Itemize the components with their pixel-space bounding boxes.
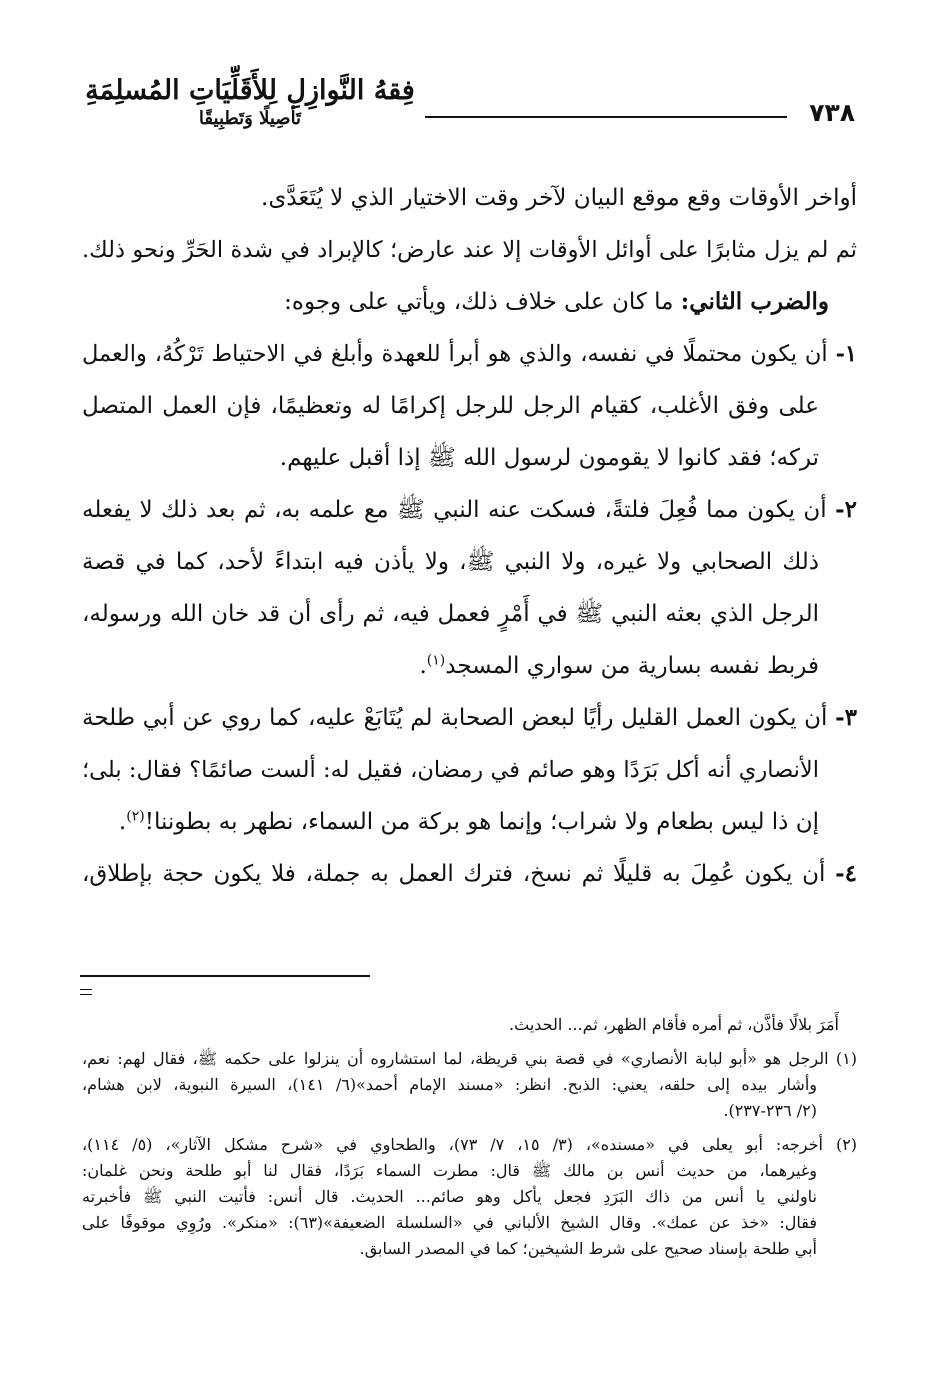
- text-line: إن ذا ليس بطعام ولا شراب؛ وإنما هو بركة من السماء، نطهر به بطوننا!$^{(٢)}$.: [118, 808, 819, 835]
- book-title-subtitle: تَأصِيلًا وَتَطبِيقًا: [198, 108, 302, 129]
- list-item-4: ٤- أن يكون عُمِلَ به قليلًا ثم نسخ، فترك العمل به جملة، فلا يكون حجة بإطلاق،: [82, 860, 857, 887]
- footnote-2-line: ناولني يا أنس من ذاك البَرَدِ فجعل يأكل وهو صائم... الحديث. قال أنس: فأتيت النبي ﷺ فأخبرته: [82, 1187, 817, 1206]
- main-text: [82, 172, 857, 900]
- text-line: أواخر الأوقات وقع موقع البيان لآخر وقت الاختيار الذي لا يُتَعَدَّى.: [261, 185, 857, 211]
- footnote-2-line: فقال: «خذ عن عمك». وقال الشيخ الألباني في «السلسلة الضعيفة»(٦٣): «منكر». ورُوِي موقوفًا على: [82, 1213, 818, 1232]
- footnote-1-line: وأشار بيده إلى حلقه، يعني: الذبح. انظر: «مسند الإمام أحمد»(٦/ ١٤١)، السيرة النبوية، لابن هشام،: [82, 1075, 817, 1094]
- footnote-2-line: وغيرهما، من حديث أنس بن مالك ﷺ قال: مطرت السماء بَرَدًا، فقال لنا أبو طلحة ونحن غلمان:: [82, 1161, 817, 1180]
- footnote-2-line: (٢) أخرجه: أبو يعلى في «مسنده»، (٣/ ١٥، ٧/ ٧٣)، والطحاوي في «شرح مشكل الآثار»، (٥/ ١١٤)،: [82, 1135, 858, 1154]
- text-line: والضرب الثاني: ما كان على خلاف ذلك، ويأتي على وجوه:: [284, 288, 829, 315]
- footnote-separator: [80, 975, 370, 977]
- book-title-main: فِقهُ النَّوازِلِ لِلأَقَلِّيَاتِ المُسلِمَةِ: [85, 75, 415, 106]
- page-number: ٧٣٨: [809, 98, 855, 127]
- footnote-continuation: أَمَرَ بلالًا فأذَّن، ثم أمره فأقام الظهر، ثم... الحديث.: [509, 1015, 839, 1034]
- page-header: [80, 72, 855, 142]
- list-item-1: ١- أن يكون محتملًا في نفسه، والذي هو أبرأ للعهدة وأبلغ في الاحتياط تَرْكُهُ، والعمل: [82, 341, 857, 367]
- continuation-mark: [80, 994, 92, 995]
- footnote-1-line: (٢/ ٢٣٦-٢٣٧).: [723, 1101, 817, 1120]
- footnote-1-line: (١) الرجل هو «أبو لبابة الأنصاري» في قصة بني قريظة، لما استشاروه أن ينزلوا على حكمه ﷺ، فقال لهم: نعم،: [82, 1049, 857, 1068]
- continuation-mark: [80, 989, 92, 990]
- text-line: الرجل الذي بعثه النبي ﷺ في أَمْرٍ فعمل فيه، ثم رأى أن قد خان الله ورسوله،: [82, 601, 819, 627]
- text-line: على وفق الأغلب، كقيام الرجل للرجل إكرامًا له وتعظيمًا، فإن العمل المتصل: [82, 393, 819, 419]
- footnotes: [82, 1012, 857, 1262]
- footnote-ref[interactable]: (٢): [126, 808, 145, 825]
- list-item-2: ٢- أن يكون مما فُعِلَ فلتةً، فسكت عنه النبي ﷺ مع علمه به، ثم بعد ذلك لا يفعله: [82, 496, 857, 523]
- book-title: [80, 72, 420, 130]
- text-line: فربط نفسه بسارية من سواري المسجد$^{(١)}$.: [419, 652, 819, 679]
- footnote-2-line: أبي طلحة بإسناد صحيح على شرط الشيخين؛ كما في المصدر السابق.: [359, 1239, 817, 1258]
- text-line: ثم لم يزل مثابرًا على أوائل الأوقات إلا عند عارض؛ كالإبراد في شدة الحَرِّ ونحو ذلك.: [82, 237, 857, 263]
- header-rule: [425, 116, 787, 118]
- text-line: تركه؛ فقد كانوا لا يقومون لرسول الله ﷺ إذا أقبل عليهم.: [279, 445, 819, 471]
- text-line: ذلك الصحابي ولا غيره، ولا النبي ﷺ، ولا يأذن فيه ابتداءً لأحد، كما في قصة: [82, 549, 819, 575]
- footnote-ref[interactable]: (١): [426, 652, 446, 669]
- text-line: الأنصاري أنه أكل بَرَدًا وهو صائم في رمضان، فقيل له: ألست صائمًا؟ فقال: بلى؛: [82, 757, 819, 783]
- list-item-3: ٣- أن يكون العمل القليل رأيًا لبعض الصحابة لم يُتَابَعْ عليه، كما روي عن أبي طلحة: [82, 704, 857, 731]
